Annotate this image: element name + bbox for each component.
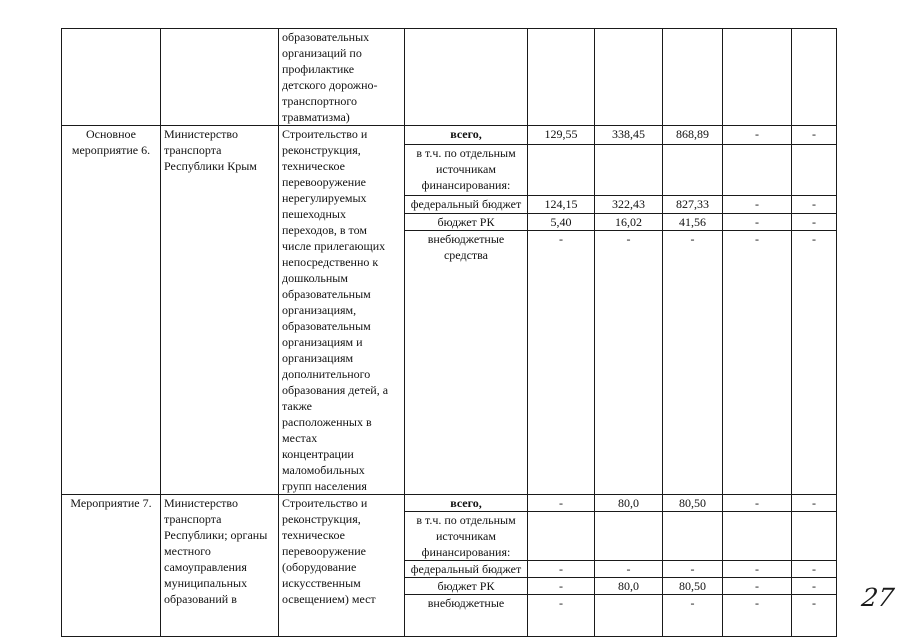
year-value-cell: - bbox=[792, 561, 837, 578]
year-value-cell: - bbox=[528, 231, 595, 495]
measure-name-line: образовательным bbox=[282, 287, 371, 301]
executor-cell: Министерство транспорта Республики; органы местного самоуправления муниципальных образований в bbox=[161, 495, 279, 637]
year-value-cell: - bbox=[528, 578, 595, 595]
measure-name-line: профилактике bbox=[282, 62, 355, 76]
year-value-cell: - bbox=[595, 231, 663, 495]
year-value-cell: 5,40 bbox=[528, 213, 595, 231]
funding-source-cell: федеральный бюджет bbox=[405, 561, 528, 578]
year-value-cell: - bbox=[723, 213, 792, 231]
year-value-cell bbox=[595, 144, 663, 195]
year-value-cell bbox=[663, 144, 723, 195]
year-value-cell: 41,56 bbox=[663, 213, 723, 231]
year-value-cell: - bbox=[792, 595, 837, 637]
measure-code-cell bbox=[62, 29, 161, 126]
measure-name-line: освещением) мест bbox=[282, 592, 376, 606]
measure-code-cell: Основное мероприятие 6. bbox=[62, 126, 161, 495]
year-value-cell: 338,45 bbox=[595, 126, 663, 145]
measure-name-line: организаций по bbox=[282, 46, 362, 60]
year-value-cell: - bbox=[595, 561, 663, 578]
measure-name-line: организациям, bbox=[282, 303, 357, 317]
measure-name-line: перевооружение bbox=[282, 544, 366, 558]
year-value-cell bbox=[792, 512, 837, 561]
year-value-cell bbox=[595, 595, 663, 637]
measure-name-line: Строительство и bbox=[282, 496, 368, 510]
measure-name-line: перевооружение bbox=[282, 175, 366, 189]
measure-name-line: организациям bbox=[282, 351, 354, 365]
measure-name-line: местах bbox=[282, 431, 318, 445]
measure-name-line: нерегулируемых bbox=[282, 191, 367, 205]
year-value-cell bbox=[723, 29, 792, 126]
measure-name-line: непосредственно к bbox=[282, 255, 379, 269]
measure-name-line: дополнительного bbox=[282, 367, 371, 381]
year-value-cell: 16,02 bbox=[595, 213, 663, 231]
year-value-cell: - bbox=[723, 561, 792, 578]
measure-name-line: пешеходных bbox=[282, 207, 346, 221]
measure-name-line: концентрации bbox=[282, 447, 354, 461]
year-value-cell: - bbox=[663, 595, 723, 637]
year-value-cell: 827,33 bbox=[663, 195, 723, 213]
year-value-cell: 322,43 bbox=[595, 195, 663, 213]
measure-name-line: числе прилегающих bbox=[282, 239, 386, 253]
year-value-cell bbox=[528, 144, 595, 195]
funding-source-cell: в т.ч. по отдельным источникам финансирования: bbox=[405, 512, 528, 561]
year-value-cell: - bbox=[792, 495, 837, 512]
funding-source-cell: всего, bbox=[405, 126, 528, 145]
year-value-cell bbox=[595, 29, 663, 126]
measure-code-cell: Мероприятие 7. bbox=[62, 495, 161, 637]
measure-name-line: маломобильных bbox=[282, 463, 365, 477]
year-value-cell bbox=[792, 144, 837, 195]
year-value-cell: - bbox=[723, 231, 792, 495]
year-value-cell: - bbox=[792, 195, 837, 213]
year-value-cell: - bbox=[723, 578, 792, 595]
measure-name-line: Строительство и bbox=[282, 127, 368, 141]
measure-name-line: образовательных bbox=[282, 30, 370, 44]
year-value-cell bbox=[595, 512, 663, 561]
table-row bbox=[62, 495, 837, 512]
measure-name-line: транспортного bbox=[282, 94, 358, 108]
measure-name-line: реконструкция, bbox=[282, 143, 361, 157]
year-value-cell: - bbox=[723, 195, 792, 213]
measure-name-line: образования детей, а bbox=[282, 383, 389, 397]
measure-name-line: техническое bbox=[282, 528, 345, 542]
year-value-cell bbox=[723, 512, 792, 561]
measure-name-line: реконструкция, bbox=[282, 512, 361, 526]
measure-name-line: искусственным bbox=[282, 576, 361, 590]
executor-cell: Министерство транспорта Республики Крым bbox=[161, 126, 279, 495]
year-value-cell bbox=[723, 144, 792, 195]
year-value-cell: - bbox=[723, 126, 792, 145]
year-value-cell bbox=[792, 29, 837, 126]
year-value-cell: - bbox=[663, 231, 723, 495]
table-row bbox=[62, 126, 837, 145]
funding-source-cell bbox=[405, 29, 528, 126]
funding-source-cell: бюджет РК bbox=[405, 213, 528, 231]
year-value-cell bbox=[663, 29, 723, 126]
year-value-cell: - bbox=[528, 561, 595, 578]
year-value-cell: - bbox=[792, 126, 837, 145]
year-value-cell: - bbox=[723, 495, 792, 512]
measure-name-line: групп населения bbox=[282, 479, 367, 493]
page-number: 27 bbox=[859, 583, 896, 612]
measure-name-cell bbox=[279, 29, 405, 126]
funding-source-cell: внебюджетные bbox=[405, 595, 528, 637]
executor-cell bbox=[161, 29, 279, 126]
measure-name-line: детского дорожно- bbox=[282, 78, 378, 92]
year-value-cell: 80,0 bbox=[595, 495, 663, 512]
funding-source-cell: внебюджетные средства bbox=[405, 231, 528, 495]
measure-name-line: образовательным bbox=[282, 319, 371, 333]
year-value-cell bbox=[528, 512, 595, 561]
measure-name-line: травматизма) bbox=[282, 110, 350, 124]
table-row-continuation bbox=[62, 29, 837, 126]
year-value-cell: - bbox=[528, 595, 595, 637]
year-value-cell: - bbox=[792, 578, 837, 595]
measure-name-line: дошкольным bbox=[282, 271, 348, 285]
measure-name-cell bbox=[279, 126, 405, 495]
year-value-cell bbox=[663, 512, 723, 561]
measure-name-line: (оборудование bbox=[282, 560, 357, 574]
table-body bbox=[62, 29, 837, 637]
funding-source-cell: бюджет РК bbox=[405, 578, 528, 595]
funding-source-cell: всего, bbox=[405, 495, 528, 512]
year-value-cell: - bbox=[723, 595, 792, 637]
measure-name-line: техническое bbox=[282, 159, 345, 173]
funding-source-cell: федеральный бюджет bbox=[405, 195, 528, 213]
year-value-cell: - bbox=[792, 231, 837, 495]
measure-name-line: переходов, в том bbox=[282, 223, 368, 237]
measure-name-line: расположенных в bbox=[282, 415, 372, 429]
year-value-cell: - bbox=[663, 561, 723, 578]
measure-name-line: организациям и bbox=[282, 335, 363, 349]
measure-name-cell bbox=[279, 495, 405, 637]
year-value-cell: - bbox=[528, 495, 595, 512]
year-value-cell: 129,55 bbox=[528, 126, 595, 145]
year-value-cell: 80,50 bbox=[663, 578, 723, 595]
year-value-cell: 124,15 bbox=[528, 195, 595, 213]
program-table bbox=[61, 28, 837, 637]
year-value-cell: 868,89 bbox=[663, 126, 723, 145]
year-value-cell bbox=[528, 29, 595, 126]
year-value-cell: 80,0 bbox=[595, 578, 663, 595]
funding-source-cell: в т.ч. по отдельным источникам финансирования: bbox=[405, 144, 528, 195]
measure-name-line: также bbox=[282, 399, 313, 413]
year-value-cell: - bbox=[792, 213, 837, 231]
year-value-cell: 80,50 bbox=[663, 495, 723, 512]
